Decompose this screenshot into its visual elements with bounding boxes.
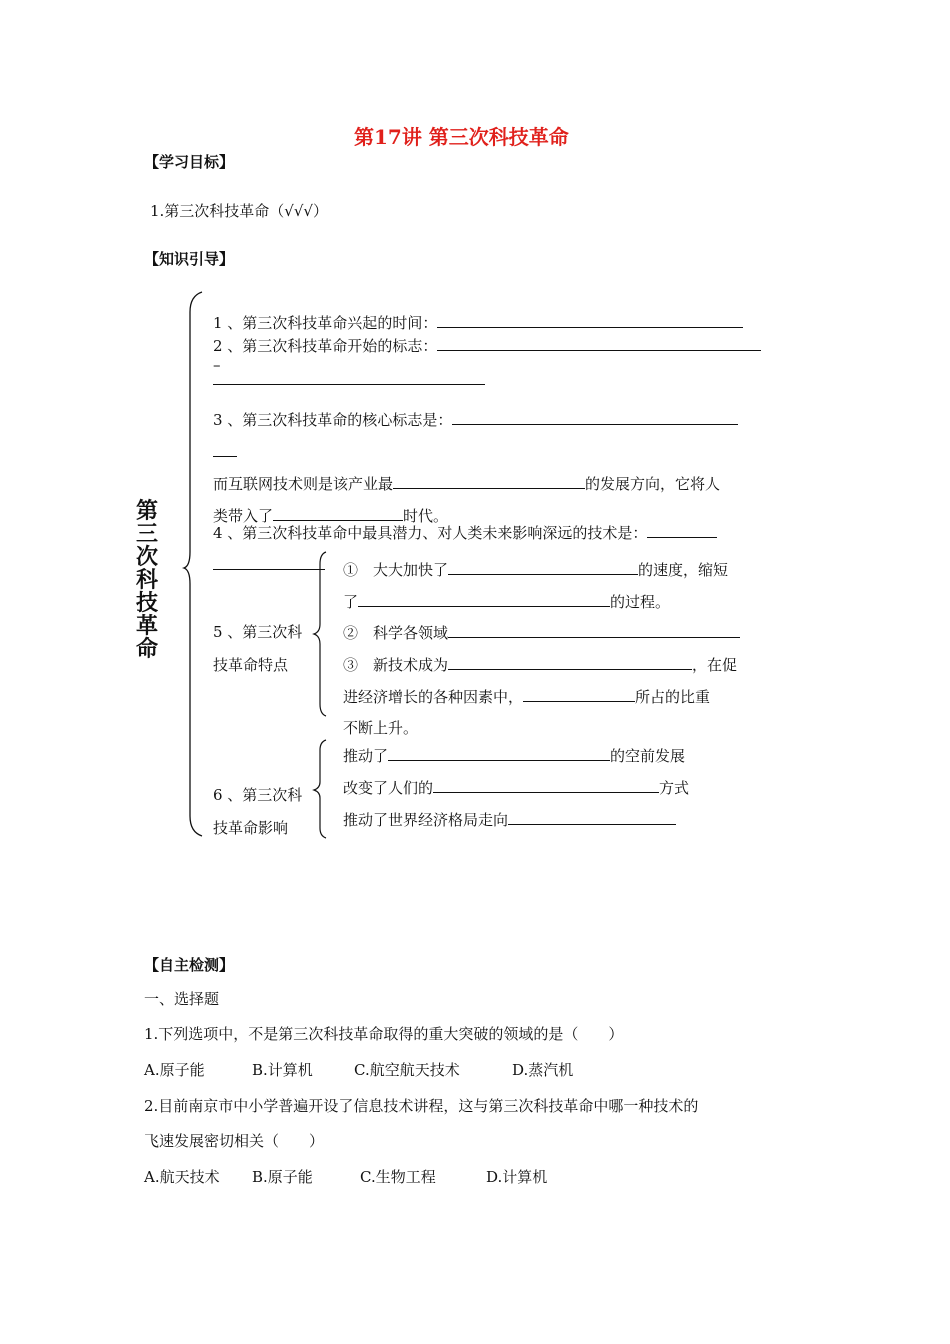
q5-item3-post: ，在促 xyxy=(692,656,738,674)
q5-item1-line2-post: 的过程。 xyxy=(610,593,671,611)
fill-blank[interactable] xyxy=(358,592,610,607)
fill-blank[interactable] xyxy=(523,687,635,702)
q5-item3-line2-pre: 进经济增长的各种因素中， xyxy=(343,688,524,706)
fill-blank[interactable] xyxy=(647,523,717,538)
guide-q1 xyxy=(213,313,743,333)
guide-q4 xyxy=(213,523,717,543)
side-title-char: 命 xyxy=(135,637,158,662)
q6-item3-pre: 推动了世界经济格局走向 xyxy=(343,811,509,829)
guide-q1-text: 1 、第三次科技革命兴起的时间： xyxy=(213,314,438,332)
option-1b[interactable]: B.计算机 xyxy=(252,1061,313,1079)
check-part-heading: 一、选择题 xyxy=(144,990,220,1008)
side-title-char: 第 xyxy=(135,499,158,524)
guide-q2 xyxy=(213,336,761,356)
fill-blank[interactable] xyxy=(448,655,692,670)
fill-blank[interactable] xyxy=(437,313,743,328)
option-1a[interactable]: A.原子能 xyxy=(144,1061,205,1079)
guide-q4-text: 4 、第三次科技革命中最具潜力、对人类未来影响深远的技术是： xyxy=(213,524,648,542)
q6-item2-pre: 改变了人们的 xyxy=(343,779,434,797)
q6-item1 xyxy=(343,746,685,766)
fill-blank[interactable] xyxy=(433,778,659,793)
q6-item2-post: 方式 xyxy=(659,779,690,797)
section-self-check: 【自主检测】 xyxy=(144,956,235,974)
q5-item3 xyxy=(343,655,737,675)
side-title-char: 革 xyxy=(135,614,158,639)
q6-item1-pre: 推动了 xyxy=(343,747,389,765)
q5-item3-line2-post: 所占的比重 xyxy=(635,688,711,706)
q5-item1 xyxy=(343,560,728,580)
fill-blank[interactable] xyxy=(508,810,676,825)
guide-q3-continuation xyxy=(213,442,237,462)
q5-item2 xyxy=(343,623,740,643)
fill-blank[interactable] xyxy=(213,442,237,457)
check-question-2-line1: 2.目前南京市中小学普遍开设了信息技术讲程，这与第三次科技革命中哪一种技术的 xyxy=(144,1097,699,1115)
guide-q4-continuation xyxy=(213,555,325,575)
q5-item3-line2 xyxy=(343,687,710,707)
section-knowledge-guide: 【知识引导】 xyxy=(144,250,235,268)
check-question-1-options xyxy=(144,1060,573,1080)
q6-label-line1: 6 、第三次科 xyxy=(213,786,303,804)
q5-item3-pre: ③ 新技术成为 xyxy=(343,656,449,674)
guide-q3-line3-pre: 类带入了 xyxy=(213,507,274,525)
page-title: 第17讲 第三次科技革命 xyxy=(354,125,569,149)
fill-blank[interactable] xyxy=(213,555,325,570)
q6-item1-post: 的空前发展 xyxy=(610,747,686,765)
option-2b[interactable]: B.原子能 xyxy=(252,1168,313,1186)
option-1c[interactable]: C.航空航天技术 xyxy=(354,1061,460,1079)
guide-q3-line3-post: 时代。 xyxy=(403,507,449,525)
fill-blank[interactable] xyxy=(452,410,738,425)
option-2d[interactable]: D.计算机 xyxy=(486,1168,548,1186)
guide-q2-continuation xyxy=(213,356,485,385)
check-question-2-options xyxy=(144,1167,547,1187)
fill-blank[interactable] xyxy=(448,623,740,638)
side-title-char: 科 xyxy=(135,568,158,593)
check-question-2-line2: 飞速发展密切相关（ ） xyxy=(144,1132,325,1150)
q5-item1-line2-pre: 了 xyxy=(343,593,359,611)
goal-item: 1.第三次科技革命（√√√） xyxy=(150,202,328,220)
q6-item3 xyxy=(343,810,676,830)
q5-label-line1: 5 、第三次科 xyxy=(213,623,303,641)
q5-item1-pre: ① 大大加快了 xyxy=(343,561,449,579)
fill-blank[interactable] xyxy=(437,336,761,351)
q5-brace xyxy=(312,550,332,720)
fill-blank[interactable] xyxy=(393,474,585,489)
section-learning-goals: 【学习目标】 xyxy=(144,153,235,171)
q6-item2 xyxy=(343,778,689,798)
side-title-char: 次 xyxy=(135,545,158,570)
guide-q3 xyxy=(213,410,738,430)
option-1d[interactable]: D.蒸汽机 xyxy=(512,1061,574,1079)
fill-blank[interactable] xyxy=(448,560,638,575)
guide-q3-line2 xyxy=(213,474,720,494)
guide-q2-text: 2 、第三次科技革命开始的标志： xyxy=(213,337,438,355)
check-question-1: 1.下列选项中，不是第三次科技革命取得的重大突破的领域的是（ ） xyxy=(144,1025,624,1043)
q5-label-line2: 技革命特点 xyxy=(213,656,289,674)
q5-item3-line3: 不断上升。 xyxy=(343,719,419,737)
guide-q3-line2-post: 的发展方向，它将人 xyxy=(585,475,721,493)
fill-blank[interactable] xyxy=(213,370,485,385)
option-2c[interactable]: C.生物工程 xyxy=(360,1168,436,1186)
side-title-char: 三 xyxy=(135,522,158,547)
fill-blank[interactable] xyxy=(273,506,403,521)
guide-q3-line2-pre: 而互联网技术则是该产业最 xyxy=(213,475,394,493)
q5-item1-line2 xyxy=(343,592,670,612)
q5-item2-pre: ② 科学各领域 xyxy=(343,624,449,642)
q5-item1-post: 的速度，缩短 xyxy=(638,561,729,579)
q6-brace xyxy=(312,738,332,840)
outer-brace xyxy=(180,290,210,840)
option-2a[interactable]: A.航天技术 xyxy=(144,1168,220,1186)
side-title xyxy=(132,500,162,661)
side-title-char: 技 xyxy=(135,591,158,616)
guide-q3-text: 3 、第三次科技革命的核心标志是： xyxy=(213,411,453,429)
fill-blank[interactable] xyxy=(388,746,610,761)
guide-q2-mark: – xyxy=(213,356,221,374)
q6-label-line2: 技革命影响 xyxy=(213,819,289,837)
